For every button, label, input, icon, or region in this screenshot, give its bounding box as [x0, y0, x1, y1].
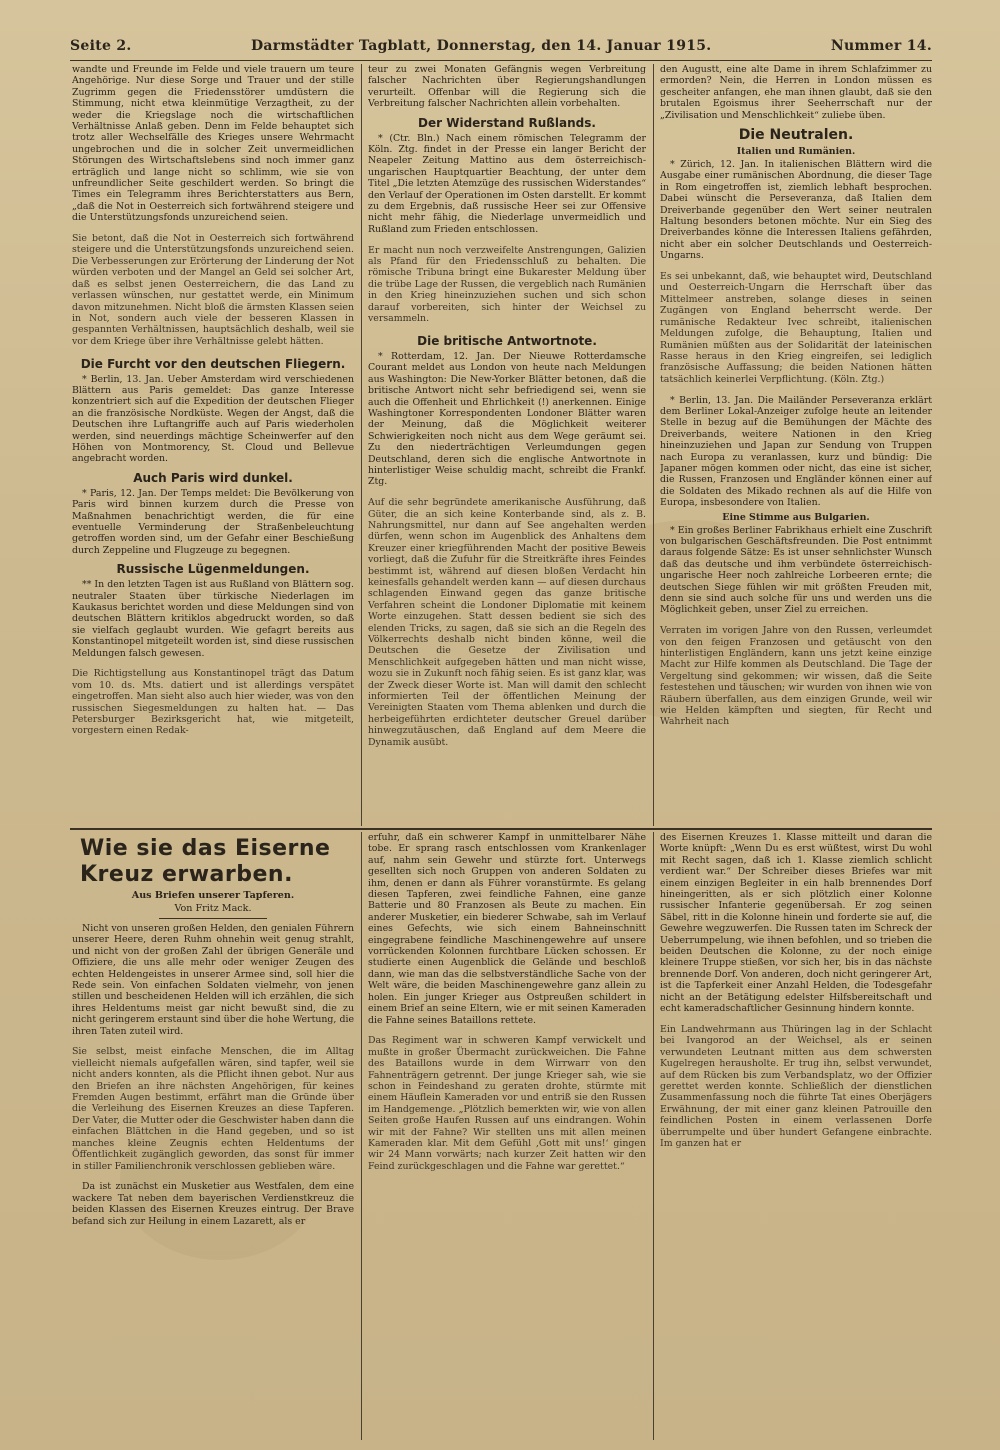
feature-column-1 [72, 832, 354, 1440]
article-fliegern: * Berlin, 13. Jan. Ueber Amsterdam wird verschiedenen Blättern aus Paris gemeldet: Das ganze Interesse konzentriert sich auf die Expedition der deutschen Flieger an die französische Nordküste. Wegen der Angst, daß die Deutschen ihre Luftangriffe auch auf Paris wiederholen werden, sind neuerdings mächtige Scheinwerfer auf den Höhen von Montmorency, St. Cloud und Bellevue angebracht worden. [72, 373, 354, 465]
section-rule [70, 828, 932, 830]
headline-widerstand-russlands: Der Widerstand Rußlands. [418, 115, 596, 130]
headline-fliegern: Die Furcht vor den deutschen Fliegern. [80, 356, 346, 371]
feature-author: Von Fritz Mack. [174, 903, 252, 914]
masthead [70, 38, 932, 58]
article-italien-rumaenien: * Zürich, 12. Jan. In italienischen Blättern wird die Ausgabe einer rumänischen Abordnung, die dieser Tage in Rom eingetroffen ist, ziemlich lebhaft besprochen. Dabei wünscht die Perseveranza, daß Italien dem Dreiverbande gegenüber den Wert seiner neutralen Haltung besonders betonen möchte. Nur ein Sieg des Dreiverbandes könne die Interessen Italiens gefährden, nicht aber ein solcher Deutschlands und Oesterreich-Ungarns. [660, 159, 932, 262]
feature-intro-body: Sie selbst, meist einfache Menschen, die im Alltag vielleicht niemals aufgefallen wären, sind tapfer, weil sie nicht anders konnten, als die Pflicht ihnen gebot. Nur aus den Briefen an ihre nächsten Angehörigen, für keines Fremden Augen bestimmt, erfährt man die Gründe über die Verleihung des Eisernen Kreuzes an diese Tapferen. Der Vater, die Mutter oder die Geschwister haben dann die einfachen Blättchen in die Hand gegeben, und so ist manches kleine Zeugnis echten Heldentums der Öffentlichkeit zugänglich geworden, das sonst für immer in stiller Familienchronik verschlossen geblieben wäre. [72, 1046, 354, 1172]
feature-musketier: Da ist zunächst ein Musketier aus Westfalen, dem eine wackere Tat neben dem bayerischen Verdienstkreuz die beiden Klassen des Eisernen Kreuzes eintrug. Der Brave befand sich zur Heilung in einem Lazarett, als er [72, 1181, 354, 1227]
feature-column-3 [660, 832, 932, 1440]
article-italien-body: Es sei unbekannt, daß, wie behauptet wird, Deutschland und Oesterreich-Ungarn die Herrschaft über das Mittelmeer anstreben, solange dieses in seinen Zugängen von England beherrscht werde. Der rumänische Redakteur Ivec schreibt, italienischen Meldungen zufolge, die Behauptung, Italien und Rumänien müßten aus der Solidarität der lateinischen Rasse heraus in den Krieg eingreifen, sei lediglich französische Auffassung; die beiden Nationen hätten tatsächlich keinerlei Verpflichtung. (Köln. Ztg.) [660, 271, 932, 385]
article-paris-dunkel: * Paris, 12. Jan. Der Temps meldet: Die Bevölkerung von Paris wird binnen kurzem durch die Presse von Maßnahmen benachrichtigt werden, die für eine eventuelle Verminderung der Straßenbeleuchtung getroffen worden sind, um der Gefahr einer Beschießung durch Zeppeline und Flugzeuge zu begegnen. [72, 487, 354, 556]
feature-title: Wie sie das Eiserne Kreuz erwarben. [80, 836, 331, 887]
column-1 [72, 64, 354, 826]
subheadline-bulgarien: Eine Stimme aus Bulgarien. [722, 511, 870, 523]
article-continuation: wandte und Freunde im Felde und viele trauern um teure Angehörige. Nur diese Sorge und Trauer und der stille Zugrimm gegen die Friedensstörer umdüstern die Stimmung, nicht etwa kleinmütige Verzagtheit, zu der weder die Kriegslage noch die wirtschaftlichen Verhältnisse Anlaß geben. Denn im Felde behauptet sich trotz aller Wechselfälle des Krieges unsere Wehrmacht ungebrochen und die in solcher Zeit unvermeidlichen Störungen des Wirtschaftslebens sind noch immer ganz erträglich und lange nicht so schlimm, wie sie von unfreundlicher Seite geschildert werden. So bringt die Times ein Telegramm ihres Berichterstatters aus Bern, „daß die Not in Oesterreich sich fortwährend steigere und die Unterstützungsfonds unzureichend seien. [72, 64, 354, 224]
column-divider [653, 64, 654, 826]
newspaper-dateline: Darmstädter Tagblatt, Donnerstag, den 14. Januar 1915. [250, 38, 712, 54]
article-widerstand-russlands: * (Ctr. Bln.) Nach einem römischen Telegramm der Köln. Ztg. findet in der Presse ein langer Bericht der Neapeler Zeitung Mattino aus dem österreichisch-ungarischen Hauptquartier Beachtung, der unter dem Titel „Die letzten Atemzüge des russischen Widerstandes“ den Verlauf der Operationen im Osten darstellt. Er kommt zu dem Ergebnis, daß russische Heer sei zur Offensive nicht mehr fähig, die Niederlage unvermeidlich und Rußland zum Frieden entschlossen. [368, 132, 646, 235]
feature-column-2-body: Das Regiment war in schweren Kampf verwickelt und mußte in großer Übermacht zurückweichen. Die Fahne des Bataillons wurde in dem Wirrwarr von den Fahnenträgern getrennt. Der junge Krieger sah, wie sie schon in Feindeshand zu geraten drohte, stürmte mit einem Häuflein Kameraden vor und entriß sie den Russen im Handgemenge. „Plötzlich bemerkten wir, wie von allen Seiten große Haufen Russen auf uns eindrangen. Wohin wir mit der Fahne? Wir stellten uns mit allen meinen Kameraden klar. Mit dem Gefühl ‚Gott mit uns!‘ gingen wir 24 Mann vorwärts; nach kurzer Zeit hatten wir den Feind zurückgeschlagen und die Fahne war gerettet.“ [368, 1035, 646, 1172]
page-number: Seite 2. [70, 38, 132, 54]
feature-subtitle: Aus Briefen unserer Tapferen. [131, 890, 295, 901]
article-continuation: den Augustt, eine alte Dame in ihrem Schlafzimmer zu ermorden? Nein, die Herren in London müssen es gescheiter anfangen, ehe man ihnen glaubt, daß sie den brutalen Egoismus ihrer Seeherrschaft nur der „Zivilisation und Menschlichkeit“ zuliebe üben. [660, 64, 932, 121]
feature-continuation: erfuhr, daß ein schwerer Kampf in unmittelbarer Nähe tobe. Er sprang rasch entschlossen vom Krankenlager auf, nahm sein Gewehr und stürzte fort. Unterwegs gesellten sich noch Gruppen von anderen Soldaten zu ihm, denen er dann als Führer voranstürmte. Es gelang diesen Tapferen, zwei feindliche Fahnen, eine ganze Batterie und 80 Franzosen als Beute zu machen. Ein anderer Musketier, ein biederer Schwabe, sah im Verlauf eines Gefechts, wie sich einem Bahneinschnitt eingegrabene feindliche Maschinengewehre auf unsere vorrückenden Kolonnen furchtbare Lücken schossen. Er studierte einen Augenblick die Gelände und beschloß dann, wie man das die selbstverständliche Sache von der Welt wäre, die beiden Maschinengewehre ganz allein zu holen. Ein junger Krieger aus Ostpreußen schildert in einem Brief an seine Eltern, wie er mit seinen Kameraden die Fahne seines Bataillons rettete. [368, 832, 646, 1026]
article-bulgarien: * Ein großes Berliner Fabrikhaus erhielt eine Zuschrift von bulgarischen Geschäftsfreunden. Die Post entnimmt daraus folgende Sätze: Es ist unser sehnlichster Wunsch daß das deutsche und ihm verbündete österreichisch-ungarische Heer noch zahlreiche Lorbeeren ernte; die deutschen Siege fühlen wir mit größten Freuden mit, denn sie sind auch solche für uns und werden uns die Möglichkeit geben, unser Ziel zu erreichen. [660, 524, 932, 616]
feature-continuation: des Eisernen Kreuzes 1. Klasse mitteilt und daran die Worte knüpft: „Wenn Du es erst wüßtest, wirst Du wohl mit Recht sagen, daß ich 1. Klasse ziemlich schlicht verdient war.“ Der Schreiber dieses Briefes war mit einem einzigen Begleiter in ein halb brennendes Dorf hineingeritten, als er sich plötzlich einer Kolonne russischer Infanterie gegenübersah. Er zog seinen Säbel, ritt in die Kolonne hinein und forderte sie auf, die Gewehre wegzuwerfen. Die Russen taten im Schreck der Ueberrumpelung, wie ihnen befohlen, und so trieben die beiden Deutschen die Kolonne, zu der noch einige kleinere Truppe stießen, vor sich her, bis in das nächste brennende Dorf. Von anderen, doch nicht geringerer Art, ist die Tapferkeit einer Anzahl Helden, die Todesgefahr nicht an der Betätigung edelster Hilfsbereitschaft und echt kameradschaftlicher Gesinnung hindern konnte. [660, 832, 932, 1015]
column-divider [361, 64, 362, 826]
article-continuation: teur zu zwei Monaten Gefängnis wegen Verbreitung falscher Nachrichten über Regierungshandlungen verurteilt. Offenbar will die Regierung sich die Verbreitung falscher Nachrichten allein vorbehalten. [368, 64, 646, 110]
title-rule [159, 918, 266, 919]
headline-paris-dunkel: Auch Paris wird dunkel. [133, 470, 293, 485]
headline-britische-antwortnote: Die britische Antwortnote. [417, 333, 597, 348]
article-britische-antwortnote: * Rotterdam, 12. Jan. Der Nieuwe Rotterdamsche Courant meldet aus London von heute nach Meldungen aus Washington: Die New-Yorker Blätter betonen, daß die britische Antwort nicht sehr befriedigend sei, wenn sie auch die Offenheit und Ehrlichkeit (!) anerkennen. Einige Washingtoner Korrespondenten Londoner Blätter waren der Meinung, daß die Möglichkeit weiterer Schwierigkeiten noch nicht aus dem Wege geräumt sei. Zu den niederträchtigen Verleumdungen gegen Deutschland, deren sich die englische Antwortnote in hinterlistiger Weise schuldig macht, schreibt die Frankf. Ztg. [368, 350, 646, 488]
subheadline-italien-rumaenien: Italien und Rumänien. [736, 146, 856, 158]
article-luegenmeldungen-body: Die Richtigstellung aus Konstantinopel trägt das Datum vom 10. ds. Mts. datiert und ist allerdings verspätet eingetroffen. Man sieht also auch hier wieder, was von den russischen Siegesmeldungen zu halten hat. — Das Petersburger Bezirksgericht hat, wie mitgeteilt, vorgestern einen Redak- [72, 668, 354, 737]
column-2 [368, 64, 646, 826]
article-widerstand-body: Er macht nun noch verzweifelte Anstrengungen, Galizien als Pfand für den Friedensschluß zu behalten. Die römische Tribuna bringt eine Bukarester Meldung über die trübe Lage der Russen, die vergeblich nach Rumänien in den Krieg hineinzuziehen suchen und sich schon darauf vorbereiten, sich hinter der Weichsel zu versammeln. [368, 244, 646, 325]
article-antwortnote-body: Auf die sehr begründete amerikanische Ausführung, daß Güter, die an sich keine Konterbande sind, als z. B. Nahrungsmittel, nur dann auf See angehalten werden dürfen, wenn schon im Augenblick des Anhaltens dem Kreuzer einer kriegführenden Macht der positive Beweis vorliegt, daß die Zufuhr für die Streitkräfte ihres Feindes bestimmt ist, während auf diesen bloßen Verdacht hin keinesfalls gehandelt werden kann — auf diesen durchaus schlagenden Einwand gegen das ganze britische Verfahren scheint die Londoner Diplomatie mit keinem Worte einzugehen. Statt dessen bedient sie sich des elenden Tricks, zu sagen, daß sie sich an die Regeln des Völkerrechts deshalb nicht binden könne, weil die Deutschen die Gesetze der Zivilisation und Menschlichkeit aufgegeben hätten und man nicht wisse, wozu sie in Zukunft noch fähig seien. Es ist ganz klar, was der Zweck dieser Worte ist. Man will damit den schlecht informierten Teil der öffentlichen Meinung der Vereinigten Staaten vom Thema ablenken und durch die herbeigeführten erdichteter deutscher Greuel darüber hinwegzutäuschen, daß England auf dem Meere die Dynamik ausübt. [368, 497, 646, 748]
article-continuation-body: Sie betont, daß die Not in Oesterreich sich fortwährend steigere und die Unterstützungsfonds unzureichend seien. Die Verbesserungen zur Erörterung der Linderung der Not würden verboten und der Mangel an Geld sei solcher Art, daß es selbst jenen Oesterreichern, die das Land zu verlassen wünschen, nur gestattet werde, ein Minimum davon mitzunehmen. Nicht bloß die ärmsten Klassen seien in Not, sondern auch viele der besseren Klassen in gespannten Verhältnissen, hauptsächlich deshalb, weil sie vor dem Kriege über ihre Verhältnisse gelebt hätten. [72, 233, 354, 347]
article-bulgarien-body: Verraten im vorigen Jahre von den Russen, verleumdet von den feigen Franzosen und getäuscht von den hinterlistigen Engländern, kann uns jetzt keine einzige Macht zur Hilfe kommen als Deutschland. Die Tage der Vergeltung sind gekommen; wir wissen, daß die Seite festestehen und täuschen; wir wurden von ihnen wie von Räubern überfallen, aus dem einzigen Grunde, weil wir wie Helden kämpften und siegten, für Recht und Wahrheit nach [660, 625, 932, 728]
column-3 [660, 64, 932, 826]
article-perseveranza: * Berlin, 13. Jan. Die Mailänder Perseveranza erklärt dem Berliner Lokal-Anzeiger zufolge heute an leitender Stelle in bezug auf die Bemühungen der Mächte des Dreiverbands, weitere Nationen in den Krieg hineinzuziehen und Japan zur Sendung von Truppen nach Europa zu veranlassen, kurz und bündig: Die Japaner mögen kommen oder nicht, das eine ist sicher, die Russen, Franzosen und Engländer können einer auf die Soldaten des Mikado rechnen als auf die Hilfe von Europa, insbesondere von Italien. [660, 394, 932, 509]
feature-column-2 [368, 832, 646, 1440]
feature-column-3-body: Ein Landwehrmann aus Thüringen lag in der Schlacht bei Ivangorod an der Weichsel, als er seinen verwundeten Leutnant mitten aus dem schwersten Kugelregen herausholte. Er trug ihn, selbst verwundet, auf dem Rücken bis zum Verbandsplatz, wo der Offizier gerettet werden konnte. Schließlich der dienstlichen Zusammenfassung noch die führte Tat eines Oberjägers Erwähnung, der mit einer ganz kleinen Patrouille den feindlichen Posten in einem verlassenen Dorfe überrumpelte und über hundert Gefangene einbrachte. Im ganzen hat er [660, 1023, 932, 1149]
column-divider [653, 832, 654, 1440]
article-luegenmeldungen: ** In den letzten Tagen ist aus Rußland von Blättern sog. neutraler Staaten über türkische Niederlagen im Kaukasus berichtet worden und diese Meldungen sind von deutschen Blättern kritiklos abgedruckt worden, so daß sie vielfach geglaubt wurden. Wie gefagrt bereits aus Konstantinopel mitgeteilt worden ist, sind diese russischen Meldungen falsch gewesen. [72, 579, 354, 659]
column-divider [361, 832, 362, 1440]
feature-intro: Nicht von unseren großen Helden, den genialen Führern unserer Heere, deren Ruhm ohnehin weit genug strahlt, und nicht von der großen Zahl der übrigen Generäle und Offiziere, die uns alle mehr oder weniger Zeugen des echten Heldengeistes in unserer Armee sind, soll hier die Rede sein. Von einfachen Soldaten vielmehr, von jenen stillen und bescheidenen Helden will ich erzählen, die sich ihres Heldentums meist gar nicht bewußt sind, die zu nicht geringerem erstaunt sind über die hohe Wertung, die ihren Taten zuteil wird. [72, 923, 354, 1037]
issue-number: Nummer 14. [830, 38, 932, 54]
headline-neutralen: Die Neutralen. [738, 127, 854, 144]
headline-luegenmeldungen: Russische Lügenmeldungen. [116, 562, 310, 577]
header-rule [70, 60, 932, 61]
